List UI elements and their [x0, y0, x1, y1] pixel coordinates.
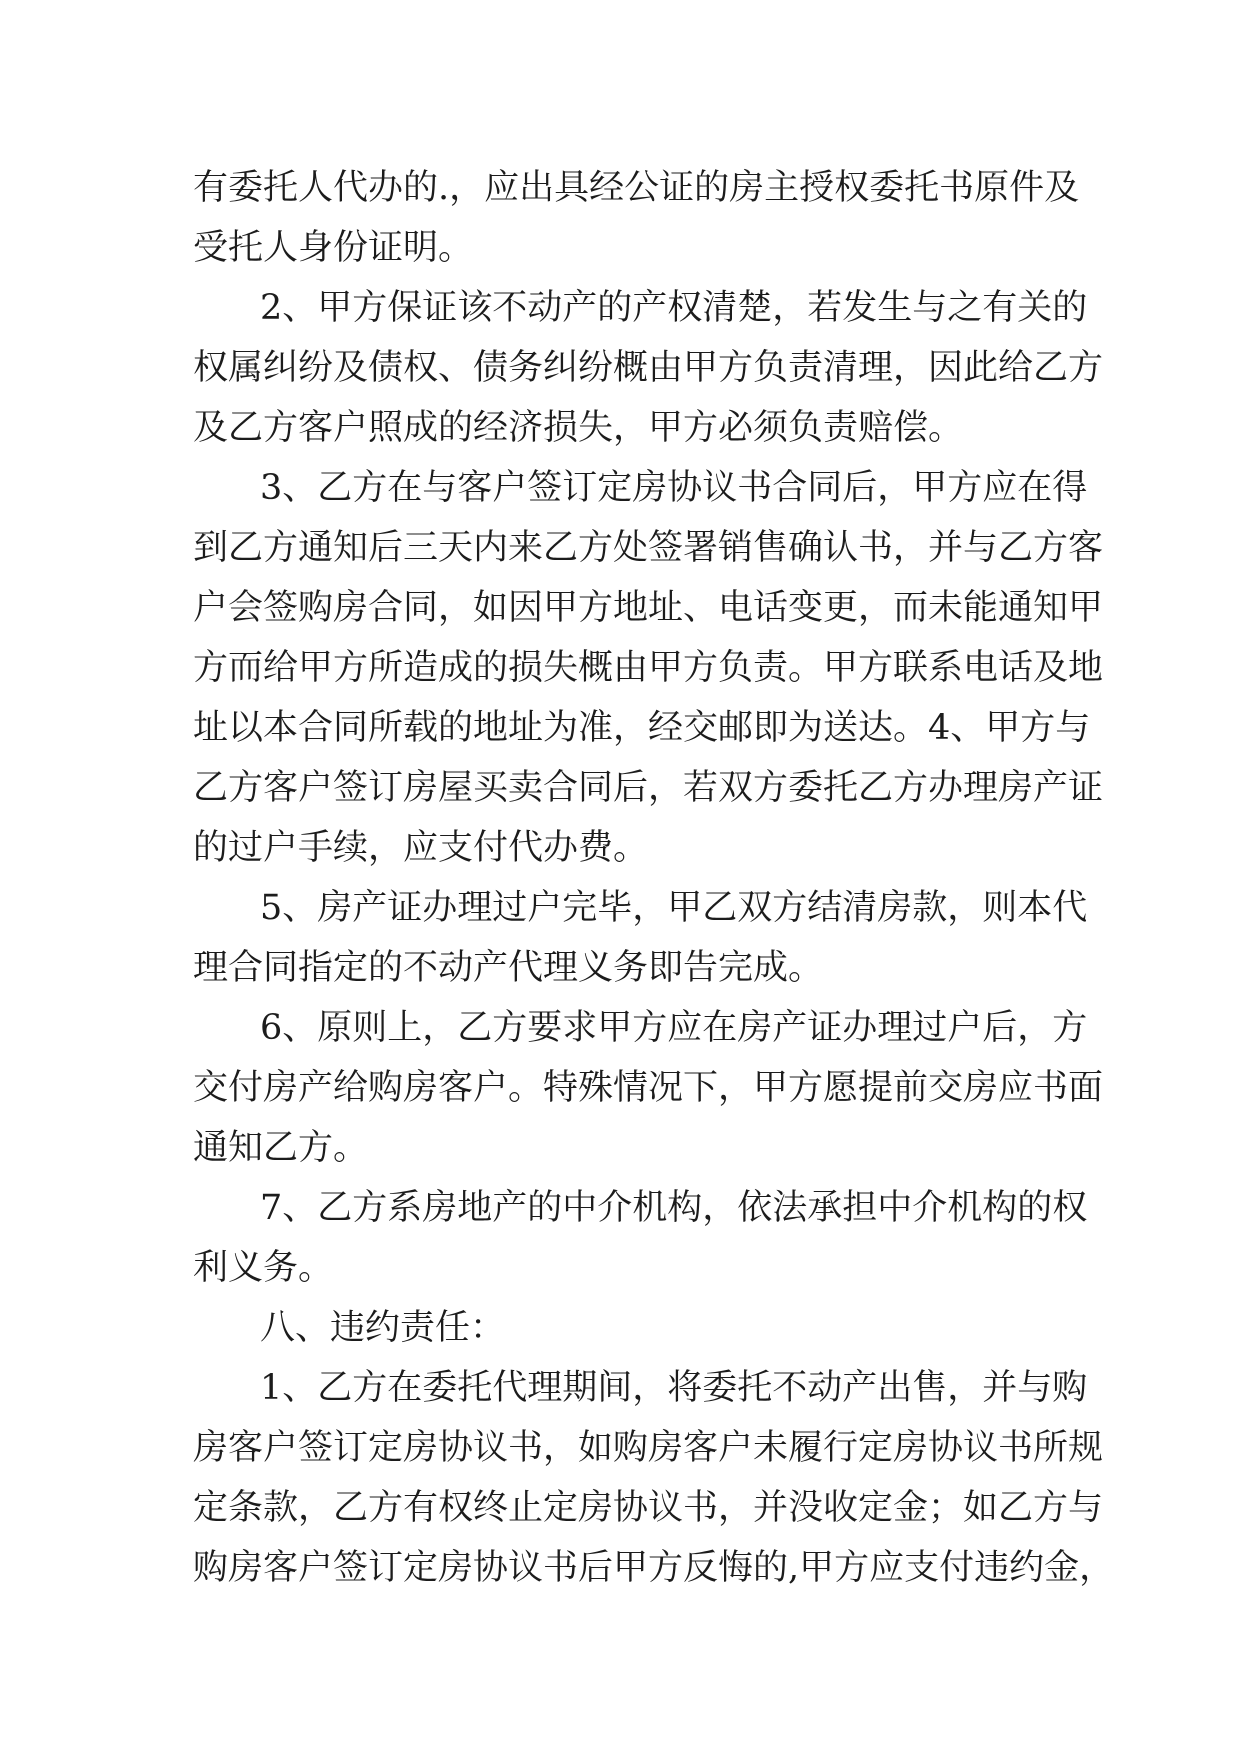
paragraph-start-line: 5、房产证办理过户完毕，甲乙双方结清房款，则本代: [260, 888, 1088, 928]
paragraph-start-line: 1、乙方在委托代理期间，将委托不动产出售，并与购: [260, 1368, 1088, 1408]
text-line: 址以本合同所载的地址为准，经交邮即为送达。4、甲方与: [193, 708, 1091, 748]
paragraph-start-line: 3、乙方在与客户签订定房协议书合同后，甲方应在得: [260, 468, 1088, 508]
text-line: 受托人身份证明。: [193, 228, 474, 268]
section-heading: 八、违约责任：: [260, 1308, 506, 1348]
text-line: 户会签购房合同，如因甲方地址、电话变更，而未能通知甲: [193, 588, 1104, 628]
text-line: 方而给甲方所造成的损失概由甲方负责。甲方联系电话及地: [193, 648, 1104, 688]
text-line: 利义务。: [193, 1248, 334, 1288]
text-line: 的过户手续，应支付代办费。: [193, 828, 649, 868]
paragraph-start-line: 6、原则上，乙方要求甲方应在房产证办理过户后，方: [260, 1008, 1088, 1048]
text-line: 房客户签订定房协议书，如购房客户未履行定房协议书所规: [193, 1428, 1104, 1468]
text-line: 及乙方客户照成的经济损失，甲方必须负责赔偿。: [193, 408, 964, 448]
text-line: 定条款，乙方有权终止定房协议书，并没收定金；如乙方与: [193, 1488, 1104, 1528]
paragraph-start-line: 2、甲方保证该不动产的产权清楚，若发生与之有关的: [260, 288, 1088, 328]
paragraph-start-line: 7、乙方系房地产的中介机构，依法承担中介机构的权: [260, 1188, 1088, 1228]
text-line: 理合同指定的不动产代理义务即告完成。: [193, 948, 824, 988]
text-line: 交付房产给购房客户。特殊情况下，甲方愿提前交房应书面: [193, 1068, 1104, 1108]
text-line: 到乙方通知后三天内来乙方处签署销售确认书，并与乙方客: [193, 528, 1104, 568]
text-line: 有委托人代办的.，应出具经公证的房主授权委托书原件及: [193, 168, 1080, 208]
text-line: 购房客户签订定房协议书后甲方反悔的,甲方应支付违约金，: [193, 1548, 1115, 1588]
text-line: 权属纠纷及债权、债务纠纷概由甲方负责清理，因此给乙方: [193, 348, 1104, 388]
text-line: 通知乙方。: [193, 1128, 369, 1168]
text-line: 乙方客户签订房屋买卖合同后，若双方委托乙方办理房产证: [193, 768, 1104, 808]
